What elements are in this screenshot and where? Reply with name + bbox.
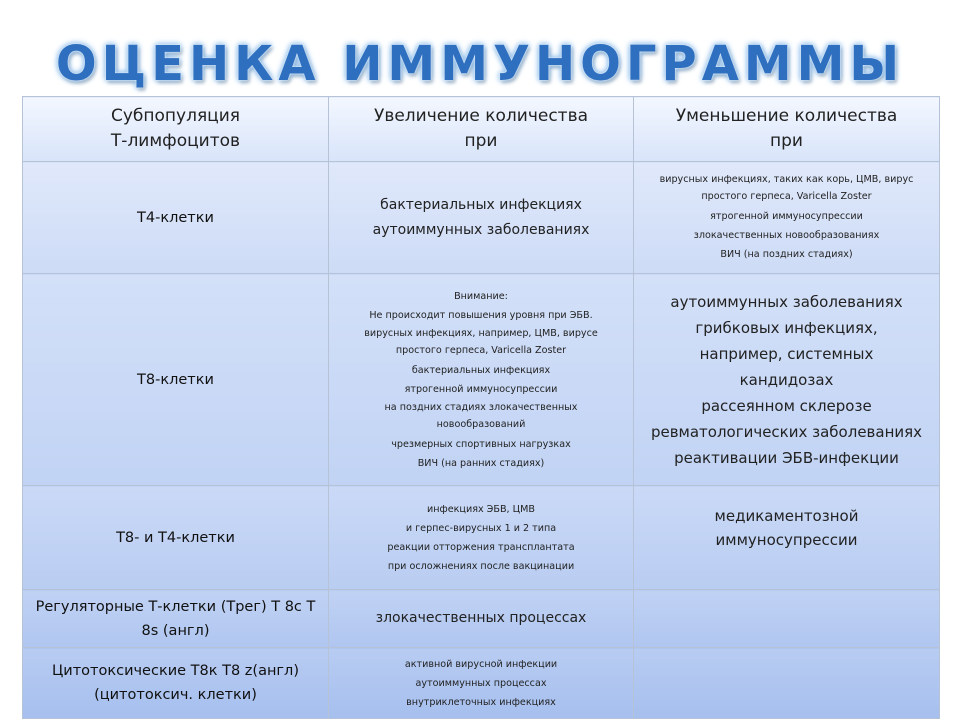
table-row xyxy=(23,162,940,274)
list-item: злокачественных новообразованиях xyxy=(693,230,880,241)
list-item: ревматологических заболеваниях xyxy=(650,422,923,441)
row-decrease-cell xyxy=(634,162,940,274)
table-row xyxy=(23,648,940,719)
list-item: рассеянном склерозе xyxy=(701,396,872,415)
row-category xyxy=(23,162,329,274)
row-increase-cell xyxy=(329,162,634,274)
list-item: вирусных инфекциях, таких как корь, ЦМВ, вирус простого герпеса, Varicella Zoster xyxy=(659,174,914,202)
header-increase-text: Увеличение количества при xyxy=(373,106,589,151)
increase-list xyxy=(335,606,627,631)
list-item: и герпес-вирусных 1 и 2 типа xyxy=(405,522,557,534)
row-increase-cell xyxy=(329,274,634,486)
row-category-text: Цитотоксические Т8к Т8 z(англ)(цитотоксич. клетки) xyxy=(52,663,299,703)
list-item: бактериальных инфекциях xyxy=(380,196,582,213)
row-decrease-cell xyxy=(634,274,940,486)
list-item: реакции отторжения трансплантата xyxy=(387,541,575,553)
list-item: Внимание: xyxy=(454,290,508,302)
table-row xyxy=(23,274,940,486)
decrease-list xyxy=(640,504,933,552)
decrease-list xyxy=(644,171,929,264)
list-item: ятрогенной иммуносупрессии xyxy=(404,383,558,395)
list-item: Не происходит повышения уровня при ЭБВ. xyxy=(369,309,593,321)
table-header-row xyxy=(23,97,940,162)
list-item: аутоиммунных заболеваниях xyxy=(372,221,590,238)
header-subpopulation-text: Субпопуляция Т-лимфоцитов xyxy=(110,106,241,151)
row-increase-cell xyxy=(329,590,634,648)
row-decrease-cell xyxy=(634,590,940,648)
list-item: бактериальных инфекциях xyxy=(411,364,551,376)
row-category xyxy=(23,486,329,590)
list-item: инфекциях ЭБВ, ЦМВ xyxy=(427,503,535,515)
list-item: аутоиммунных процессах xyxy=(415,677,547,689)
row-category xyxy=(23,648,329,719)
increase-list xyxy=(343,287,619,473)
list-item: аутоиммунных заболеваниях xyxy=(670,292,903,311)
row-category-text: Т4-клетки xyxy=(137,209,214,226)
row-decrease-cell xyxy=(634,486,940,590)
row-category xyxy=(23,590,329,648)
decrease-list xyxy=(648,289,925,471)
row-category-text: Т8-клетки xyxy=(137,371,214,388)
row-decrease-cell xyxy=(634,648,940,719)
row-increase-cell xyxy=(329,486,634,590)
header-decrease xyxy=(634,97,940,162)
list-item: ятрогенной иммуносупрессии xyxy=(710,211,863,222)
header-increase xyxy=(329,97,634,162)
list-item: ВИЧ (на ранних стадиях) xyxy=(417,457,545,469)
list-item: медикаментозной иммуносупрессии xyxy=(714,507,859,549)
list-item: чрезмерных спортивных нагрузках xyxy=(391,438,571,450)
increase-list xyxy=(335,500,627,576)
row-category-text: Регуляторные Т-клетки (Трег) Т 8с Т 8s (англ) xyxy=(35,598,316,639)
list-item: грибковых инфекциях, например, системных кандидозах xyxy=(695,318,878,389)
table-row xyxy=(23,590,940,648)
list-item: на поздних стадиях злокачественных новообразований xyxy=(384,401,578,430)
header-decrease-text: Уменьшение количества при xyxy=(675,106,898,151)
list-item: реактивации ЭБВ-инфекции xyxy=(674,448,899,467)
table-row xyxy=(23,486,940,590)
list-item: злокачественных процессах xyxy=(375,610,587,626)
row-category-text: Т8- и Т4-клетки xyxy=(116,529,235,546)
list-item: вирусных инфекциях, например, ЦМВ, вирусе простого герпеса, Varicella Zoster xyxy=(364,327,598,356)
list-item: внутриклеточных инфекциях xyxy=(406,696,556,708)
list-item: активной вирусной инфекции xyxy=(404,658,558,670)
list-item: при осложнениях после вакцинации xyxy=(387,560,575,572)
increase-list xyxy=(335,655,627,712)
header-subpopulation xyxy=(23,97,329,162)
row-increase-cell xyxy=(329,648,634,719)
increase-list xyxy=(335,193,627,243)
row-category xyxy=(23,274,329,486)
list-item: ВИЧ (на поздних стадиях) xyxy=(720,249,853,260)
immunogram-table xyxy=(22,96,940,719)
page-title: ОЦЕНКА ИММУНОГРАММЫ xyxy=(55,36,905,92)
